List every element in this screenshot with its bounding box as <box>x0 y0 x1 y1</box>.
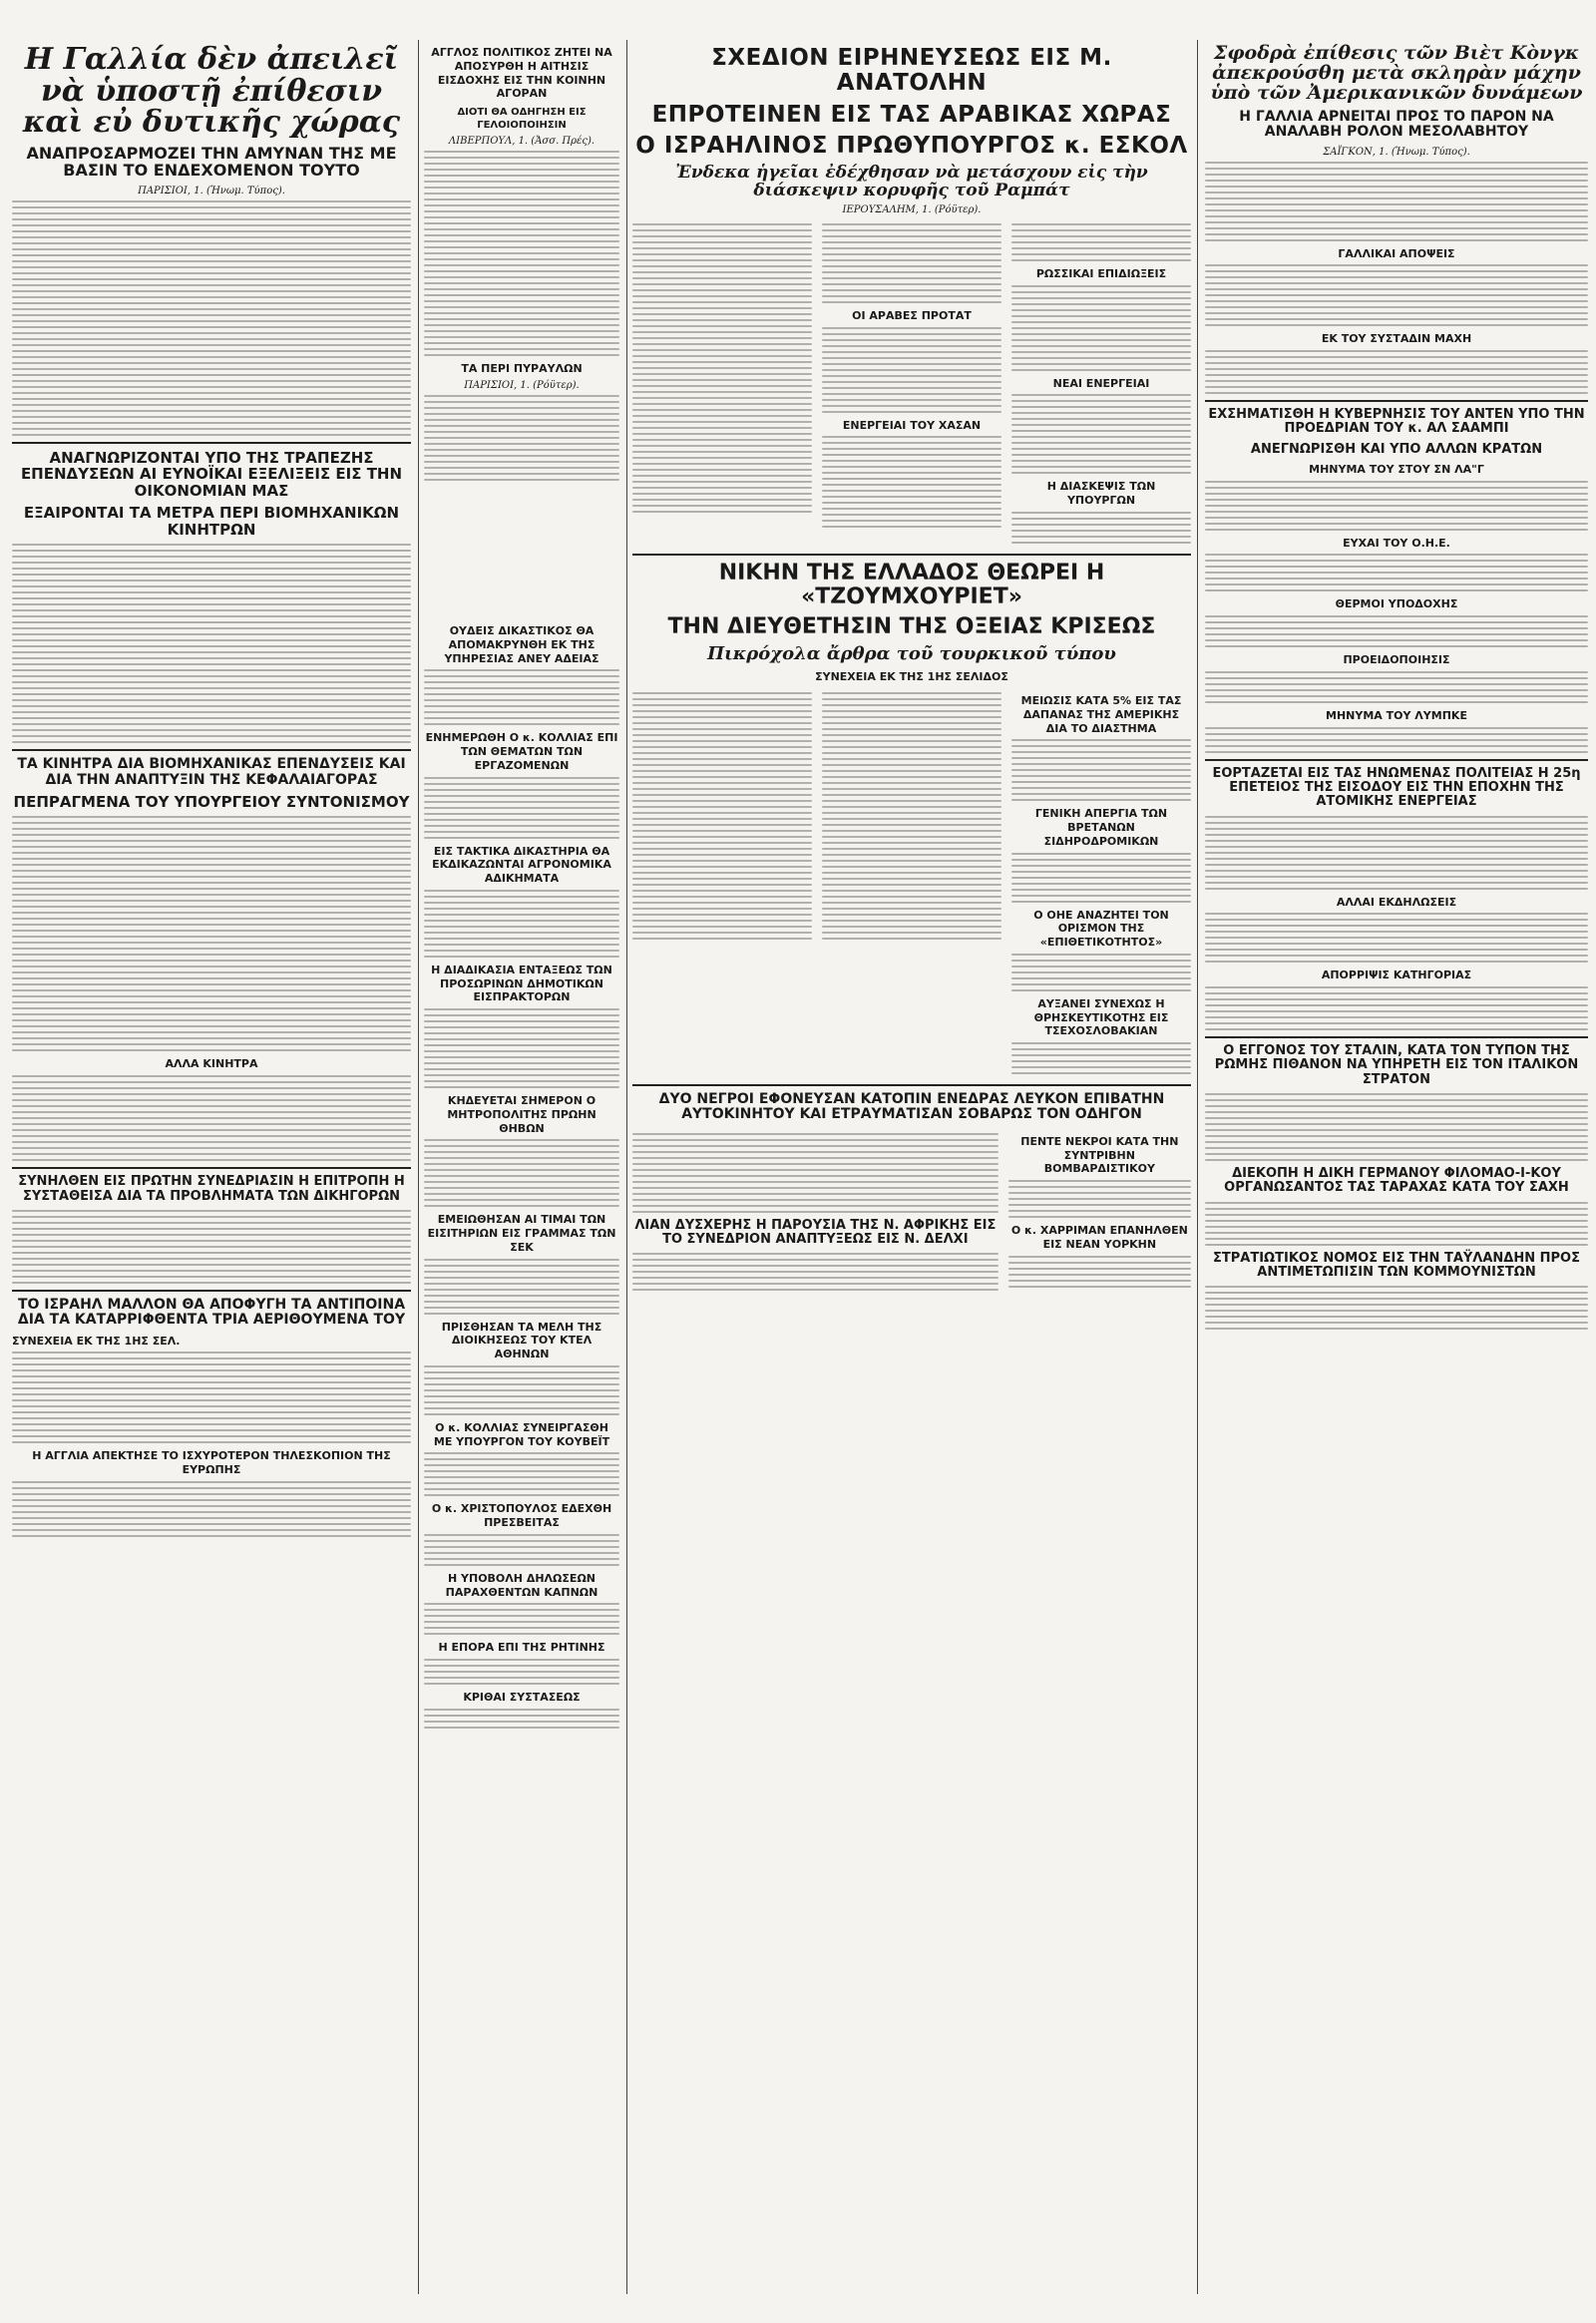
section-label: ΑΠΟΡΡΙΨΙΣ ΚΑΤΗΓΟΡΙΑΣ <box>1321 968 1472 982</box>
body-text <box>1205 1202 1588 1246</box>
continuation-label: ΣΥΝΕΧΕΙΑ ΕΚ ΤΗΣ 1ΗΣ ΣΕΛΙΔΟΣ <box>815 670 1008 684</box>
section-label: ΕΥΧΑΙ ΤΟΥ Ο.Η.Ε. <box>1343 536 1450 550</box>
headline: ΑΓΓΛΟΣ ΠΟΛΙΤΙΚΟΣ ΖΗΤΕΙ ΝΑ ΑΠΟΣΥΡΘΗ Η ΑΙΤΗΣΙΣ ΕΙΣΔΟΧΗΣ ΕΙΣ ΤΗΝ ΚΟΙΝΗΝ ΑΓΟΡΑΝ <box>431 46 612 101</box>
section-label: Η ΔΙΑΣΚΕΨΙΣ ΤΩΝ ΥΠΟΥΡΓΩΝ <box>1046 480 1156 508</box>
subheadline: ΑΝΑΠΡΟΣΑΡΜΟΖΕΙ ΤΗΝ ΑΜΥΝΑΝ ΤΗΣ ΜΕ ΒΑΣΙΝ ΤΟ ΕΝΔΕΧΟΜΕΝΟΝ ΤΟΥΤΟ <box>26 143 397 181</box>
body-text <box>632 223 812 513</box>
headline: ΤΟ ΙΣΡΑΗΛ ΜΑΛΛΟΝ ΘΑ ΑΠΟΦΥΓΗ ΤΑ ΑΝΤΙΠΟΙΝΑ ΔΙΑ ΤΑ ΚΑΤΑΡΡΙΦΘΕΝΤΑ ΤΡΙΑ ΑΕΡΙΘΟΥΜΕΝΑ ΤΟΥ <box>17 1296 406 1329</box>
body-text <box>12 1352 411 1443</box>
body-text <box>1011 853 1191 903</box>
headline: Ο κ. ΧΑΡΡΙΜΑΝ ΕΠΑΝΗΛΘΕΝ ΕΙΣ ΝΕΑΝ ΥΟΡΚΗΝ <box>1010 1224 1188 1251</box>
body-text <box>424 1008 619 1088</box>
headline: Η Γαλλία δὲν ἀπειλεῖ νὰ ὑποστῇ ἐπίθεσιν καὶ εὐ δυτικῆς χώρας <box>22 42 401 140</box>
body-text <box>1011 1042 1191 1074</box>
headline: ΛΙΑΝ ΔΥΣΧΕΡΗΣ Η ΠΑΡΟΥΣΙΑ ΤΗΣ Ν. ΑΦΡΙΚΗΣ ΕΙΣ ΤΟ ΣΥΝΕΔΡΙΟΝ ΑΝΑΠΤΥΞΕΩΣ ΕΙΣ Ν. ΔΕΛΧΙ <box>634 1217 997 1248</box>
headline: Η ΕΠΟΡΑ ΕΠΙ ΤΗΣ ΡΗΤΙΝΗΣ <box>438 1641 605 1655</box>
article-column <box>632 688 812 1078</box>
body-text <box>822 223 1001 303</box>
dateline: ΛΙΒΕΡΠΟΥΛ, 1. (Ἀσσ. Πρές). <box>448 136 596 147</box>
article-column <box>1011 219 1191 548</box>
headline: ΕΜΕΙΩΘΗΣΑΝ ΑΙ ΤΙΜΑΙ ΤΩΝ ΕΙΣΙΤΗΡΙΩΝ ΕΙΣ ΓΡΑΜΜΑΣ ΤΩΝ ΣΕΚ <box>427 1213 616 1254</box>
section-label: ΝΕΑΙ ΕΝΕΡΓΕΙΑΙ <box>1052 376 1150 390</box>
article-column <box>632 1129 998 1296</box>
headline: ΓΕΝΙΚΗ ΑΠΕΡΓΙΑ ΤΩΝ ΒΡΕΤΑΝΩΝ ΣΙΔΗΡΟΔΡΟΜΙΚΩΝ <box>1034 807 1168 848</box>
body-text <box>1205 1093 1588 1161</box>
body-text <box>1205 481 1588 531</box>
body-text <box>12 816 411 1051</box>
headline: ΜΕΙΩΣΙΣ ΚΑΤΑ 5% ΕΙΣ ΤΑΣ ΔΑΠΑΝΑΣ ΤΗΣ ΑΜΕΡΙΚΗΣ ΔΙΑ ΤΟ ΔΙΑΣΤΗΜΑ <box>1020 694 1182 735</box>
headline: Η ΔΙΑΔΙΚΑΣΙΑ ΕΝΤΑΞΕΩΣ ΤΩΝ ΠΡΟΣΩΡΙΝΩΝ ΔΗΜΟΤΙΚΩΝ ΕΙΣΠΡΑΚΤΟΡΩΝ <box>431 963 612 1004</box>
body-text <box>1205 264 1588 326</box>
column-rule <box>626 40 627 2294</box>
body-text <box>424 1534 619 1566</box>
headline: Ο κ. ΧΡΙΣΤΟΠΟΥΛΟΣ ΕΔΕΧΘΗ ΠΡΕΣΒΕΙΤΑΣ <box>431 1502 612 1529</box>
body-text <box>1011 394 1191 474</box>
headline: ΠΡΙΣΘΗΣΑΝ ΤΑ ΜΕΛΗ ΤΗΣ ΔΙΟΙΚΗΣΕΩΣ ΤΟΥ ΚΤΕΛ ΑΘΗΝΩΝ <box>441 1320 602 1360</box>
banner-subheadline: Ἐνδεκα ἡγεῖαι ἐδέχθησαν νὰ μετάσχουν εἰς τὴν διάσκεψιν κορυφῆς τοῦ Ραμπάτ <box>675 163 1148 201</box>
banner-subheadline: Πικρόχολα ἄρθρα τοῦ τουρκικοῦ τύπου <box>707 643 1116 665</box>
banner-headline: ΣΧΕΔΙΟΝ ΕΙΡΗΝΕΥΣΕΩΣ ΕΙΣ Μ. ΑΝΑΤΟΛΗΝ <box>711 45 1112 97</box>
column-second <box>424 40 619 638</box>
subheadline: Η ΓΑΛΛΙΑ ΑΡΝΕΙΤΑΙ ΠΡΟΣ ΤΟ ΠΑΡΟΝ ΝΑ ΑΝΑΛΑΒΗ ΡΟΛΟΝ ΜΕΣΟΛΑΒΗΤΟΥ <box>1239 108 1554 141</box>
headline: ΑΥΞΑΝΕΙ ΣΥΝΕΧΩΣ Η ΘΡΗΣΚΕΥΤΙΚΟΤΗΣ ΕΙΣ ΤΣΕΧΟΣΛΟΒΑΚΙΑΝ <box>1033 996 1169 1038</box>
body-text <box>12 1210 411 1284</box>
headline: ΤΑ ΚΙΝΗΤΡΑ ΔΙΑ ΒΙΟΜΗΧΑΝΙΚΑΣ ΕΠΕΝΔΥΣΕΙΣ ΚΑΙ ΔΙΑ ΤΗΝ ΑΝΑΠΤΥΞΙΝ ΤΗΣ ΚΕΦΑΛΑΙΑΓΟΡΑΣ <box>17 756 406 788</box>
body-text <box>1011 954 1191 991</box>
subheadline: ΔΙΟΤΙ ΘΑ ΟΔΗΓΗΣΗ ΕΙΣ ΓΕΛΟΙΟΠΟΙΗΣΙΝ <box>457 107 587 131</box>
headline: ΔΙΕΚΟΠΗ Η ΔΙΚΗ ΓΕΡΜΑΝΟΥ ΦΙΛΟΜΑΟ-Ι-ΚΟΥ ΟΡΓΑΝΩΣΑΝΤΟΣ ΤΑΣ ΤΑΡΑΧΑΣ ΚΑΤΑ ΤΟΥ ΣΑΧΗ <box>1224 1166 1569 1196</box>
headline: ΔΥΟ ΝΕΓΡΟΙ ΕΦΟΝΕΥΣΑΝ ΚΑΤΟΠΙΝ ΕΝΕΔΡΑΣ ΛΕΥΚΟΝ ΕΠΙΒΑΤΗΝ ΑΥΤΟΚΙΝΗΤΟΥ ΚΑΙ ΕΤΡΑΥΜΑΤΙΣΑΝ ΣΟΒΑΡΩΣ ΤΟΝ ΟΔΗΓΟΝ <box>658 1091 1165 1123</box>
dateline: ΙΕΡΟΥΣΑΛΗΜ, 1. (Ρόϋτερ). <box>842 203 982 215</box>
article-column <box>1011 688 1191 1078</box>
body-text <box>424 395 619 481</box>
dateline: ΠΑΡΙΣΙΟΙ, 1. (Ἡνωμ. Τύπος). <box>138 185 285 196</box>
body-text <box>424 1659 619 1685</box>
section-label: ΜΗΝΥΜΑ ΤΟΥ ΛΥΜΠΚΕ <box>1326 708 1467 722</box>
article-grid <box>632 688 1191 1078</box>
body-text <box>1205 816 1588 890</box>
body-text <box>12 1481 411 1537</box>
body-text <box>1205 162 1588 241</box>
headline: Ο κ. ΚΟΛΛΙΑΣ ΣΥΝΕΙΡΓΑΣΘΗ ΜΕ ΥΠΟΥΡΓΟΝ ΤΟΥ ΚΟΥΒΕΪΤ <box>433 1420 610 1448</box>
section-label: ΑΛΛΑΙ ΕΚΔΗΛΩΣΕΙΣ <box>1336 895 1457 909</box>
body-text <box>424 151 619 356</box>
headline: ΚΗΔΕΥΕΤΑΙ ΣΗΜΕΡΟΝ Ο ΜΗΤΡΟΠΟΛΙΤΗΣ ΠΡΩΗΝ ΘΗΒΩΝ <box>447 1094 597 1135</box>
column-left <box>12 40 411 2304</box>
subheadline: ΕΞΑΙΡΟΝΤΑΙ ΤΑ ΜΕΤΡΑ ΠΕΡΙ ΒΙΟΜΗΧΑΝΙΚΩΝ ΚΙΝΗΤΡΩΝ <box>23 504 400 539</box>
article-column <box>1008 1129 1191 1296</box>
body-text <box>1205 671 1588 703</box>
body-text <box>424 1452 619 1496</box>
column-third <box>424 618 619 2304</box>
headline: Η ΥΠΟΒΟΛΗ ΔΗΛΩΣΕΩΝ ΠΑΡΑΧΘΕΝΤΩΝ ΚΑΠΝΩΝ <box>445 1571 598 1599</box>
body-text <box>424 669 619 725</box>
section-label: ΕΚ ΤΟΥ ΣΥΣΤΑΔΙΝ ΜΑΧΗ <box>1321 332 1472 346</box>
headline: ΑΝΑΓΝΩΡΙΖΟΝΤΑΙ ΥΠΟ ΤΗΣ ΤΡΑΠΕΖΗΣ ΕΠΕΝΔΥΣΕΩΝ ΑΙ ΕΥΝΟΪΚΑΙ ΕΞΕΛΙΞΕΙΣ ΕΙΣ ΤΗΝ ΟΙΚΟΝΟΜΙΑΝ ΜΑΣ <box>20 448 403 500</box>
article-grid <box>632 1129 1191 1296</box>
body-text <box>1205 554 1588 591</box>
column-rule <box>1197 40 1198 2294</box>
body-text <box>1011 739 1191 801</box>
column-rule <box>418 40 419 2294</box>
headline: Σφοδρὰ ἐπίθεσις τῶν Βιὲτ Κὸνγκ ἀπεκρούσθη μετὰ σκληρὰν μάχην ὑπὸ τῶν Ἀμερικανικῶν δυνάμεων <box>1210 42 1583 104</box>
body-text <box>1205 350 1588 394</box>
body-text <box>822 692 1001 940</box>
headline: Ο ΕΓΓΟΝΟΣ ΤΟΥ ΣΤΑΛΙΝ, ΚΑΤΑ ΤΟΝ ΤΥΠΟΝ ΤΗΣ ΡΩΜΗΣ ΠΙΘΑΝΟΝ ΝΑ ΥΠΗΡΕΤΗ ΕΙΣ ΤΟΝ ΙΤΑΛΙΚΟΝ ΣΤΡΑΤΟΝ <box>1214 1043 1579 1087</box>
body-text <box>12 1075 411 1161</box>
headline: ΕΙΣ ΤΑΚΤΙΚΑ ΔΙΚΑΣΤΗΡΙΑ ΘΑ ΕΚΔΙΚΑΖΩΝΤΑΙ ΑΓΡΟΝΟΜΙΚΑ ΑΔΙΚΗΜΑΤΑ <box>432 844 611 885</box>
section-label: ΤΑ ΠΕΡΙ ΠΥΡΑΥΛΩΝ <box>461 362 583 375</box>
continuation-label: ΣΥΝΕΧΕΙΑ ΕΚ ΤΗΣ 1ΗΣ ΣΕΛ. <box>12 1334 181 1348</box>
body-text <box>632 1133 998 1213</box>
headline: ΕΧΣΗΜΑΤΙΣΘΗ Η ΚΥΒΕΡΝΗΣΙΣ ΤΟΥ ΑΝΤΕΝ ΥΠΟ ΤΗΝ ΠΡΟΕΔΡΙΑΝ ΤΟΥ κ. ΑΛ ΣΑΑΜΠΙ <box>1208 407 1585 437</box>
headline: Ο ΟΗΕ ΑΝΑΖΗΤΕΙ ΤΟΝ ΟΡΙΣΜΟΝ ΤΗΣ «ΕΠΙΘΕΤΙΚΟΤΗΤΟΣ» <box>1033 908 1169 950</box>
body-text <box>424 1139 619 1207</box>
dateline: ΣΑΪΓΚΟΝ, 1. (Ἡνωμ. Τύπος). <box>1323 146 1470 158</box>
body-text <box>1008 1180 1191 1218</box>
body-text <box>1205 986 1588 1030</box>
subheadline: ΑΝΕΓΝΩΡΙΣΘΗ ΚΑΙ ΥΠΟ ΑΛΛΩΝ ΚΡΑΤΩΝ <box>1250 441 1543 457</box>
article-column <box>632 219 812 548</box>
headline: ΠΕΝΤΕ ΝΕΚΡΟΙ ΚΑΤΑ ΤΗΝ ΣΥΝΤΡΙΒΗΝ ΒΟΜΒΑΡΔΙΣΤΙΚΟΥ <box>1020 1134 1179 1176</box>
body-text <box>1011 223 1191 261</box>
headline: ΚΡΙΘΑΙ ΣΥΣΤΑΣΕΩΣ <box>463 1691 581 1704</box>
column-center <box>632 40 1191 2304</box>
body-text <box>1205 913 1588 963</box>
section-label: ΜΗΝΥΜΑ ΤΟΥ ΣΤΟΥ ΣΝ ΛΑ"Γ <box>1309 462 1484 476</box>
headline: ΣΤΡΑΤΙΩΤΙΚΟΣ ΝΟΜΟΣ ΕΙΣ ΤΗΝ ΤΑΫΛΑΝΔΗΝ ΠΡΟΣ ΑΝΤΙΜΕΤΩΠΙΣΙΝ ΤΩΝ ΚΟΜΜΟΥΝΙΣΤΩΝ <box>1213 1250 1580 1280</box>
headline: ΣΥΝΗΛΘΕΝ ΕΙΣ ΠΡΩΤΗΝ ΣΥΝΕΔΡΙΑΣΙΝ Η ΕΠΙΤΡΟΠΗ Η ΣΥΣΤΑΘΕΙΣΑ ΔΙΑ ΤΑ ΠΡΟΒΛΗΜΑΤΑ ΤΩΝ ΔΙΚΗΓΟΡΩΝ <box>18 1174 405 1204</box>
body-text <box>424 890 619 958</box>
article-grid <box>632 219 1191 548</box>
section-label: ΘΕΡΜΟΙ ΥΠΟΔΟΧΗΣ <box>1335 597 1458 611</box>
body-text <box>1011 512 1191 544</box>
section-label: ΟΙ ΑΡΑΒΕΣ ΠΡΟΤΑΤ <box>852 308 972 322</box>
headline: ΕΝΗΜΕΡΩΘΗ Ο κ. ΚΟΛΛΙΑΣ ΕΠΙ ΤΩΝ ΘΕΜΑΤΩΝ ΤΩΝ ΕΡΓΑΖΟΜΕΝΩΝ <box>425 731 618 772</box>
dateline: ΠΑΡΙΣΙΟΙ, 1. (Ρόϋτερ). <box>464 379 580 391</box>
body-text <box>632 1253 998 1291</box>
body-text <box>1011 285 1191 371</box>
subheadline: ΠΕΠΡΑΓΜΕΝΑ ΤΟΥ ΥΠΟΥΡΓΕΙΟΥ ΣΥΝΤΟΝΙΣΜΟΥ <box>13 792 410 811</box>
body-text <box>1008 1256 1191 1288</box>
banner-headline: ΕΠΡΟΤΕΙΝΕΝ ΕΙΣ ΤΑΣ ΑΡΑΒΙΚΑΣ ΧΩΡΑΣ <box>651 101 1172 128</box>
body-text <box>424 1365 619 1415</box>
section-label: ΡΩΣΣΙΚΑΙ ΕΠΙΔΙΩΞΕΙΣ <box>1035 266 1167 280</box>
section-label: ΑΛΛΑ ΚΙΝΗΤΡΑ <box>165 1057 258 1071</box>
body-text <box>424 777 619 839</box>
article-column <box>822 219 1001 548</box>
headline: Η ΑΓΓΛΙΑ ΑΠΕΚΤΗΣΕ ΤΟ ΙΣΧΥΡΟΤΕΡΟΝ ΤΗΛΕΣΚΟΠΙΟΝ ΤΗΣ ΕΥΡΩΠΗΣ <box>32 1449 391 1477</box>
headline: ΟΥΔΕΙΣ ΔΙΚΑΣΤΙΚΟΣ ΘΑ ΑΠΟΜΑΚΡΥΝΘΗ ΕΚ ΤΗΣ ΥΠΗΡΕΣΙΑΣ ΑΝΕΥ ΑΔΕΙΑΣ <box>444 624 599 665</box>
section-label: ΓΑΛΛΙΚΑΙ ΑΠΟΨΕΙΣ <box>1338 246 1455 260</box>
body-text <box>1205 1286 1588 1330</box>
body-text <box>1205 727 1588 753</box>
banner-headline: Ο ΙΣΡΑΗΛΙΝΟΣ ΠΡΩΘΥΠΟΥΡΓΟΣ κ. ΕΣΚΟΛ <box>635 132 1188 159</box>
headline: ΕΟΡΤΑΖΕΤΑΙ ΕΙΣ ΤΑΣ ΗΝΩΜΕΝΑΣ ΠΟΛΙΤΕΙΑΣ Η 25η ΕΠΕΤΕΙΟΣ ΤΗΣ ΕΙΣΟΔΟΥ ΕΙΣ ΤΗΝ ΕΠΟΧΗΝ ΤΗΣ ΑΤΟΜΙΚΗΣ ΕΝΕΡΓΕΙΑΣ <box>1212 765 1581 810</box>
banner-headline: ΝΙΚΗΝ ΤΗΣ ΕΛΛΑΔΟΣ ΘΕΩΡΕΙ Η «ΤΖΟΥΜΧΟΥΡΙΕΤ» <box>718 560 1105 610</box>
body-text <box>12 200 411 436</box>
article-column <box>822 688 1001 1078</box>
body-text <box>424 1603 619 1635</box>
body-text <box>424 1709 619 1729</box>
body-text <box>12 544 411 743</box>
section-label: ΕΝΕΡΓΕΙΑΙ ΤΟΥ ΧΑΣΑΝ <box>842 418 982 432</box>
body-text <box>632 692 812 940</box>
body-text <box>1205 615 1588 647</box>
body-text <box>822 327 1001 413</box>
body-text <box>424 1259 619 1315</box>
column-right <box>1205 40 1588 2304</box>
section-label: ΠΡΟΕΙΔΟΠΟΙΗΣΙΣ <box>1343 653 1450 667</box>
banner-headline: ΤΗΝ ΔΙΕΥΘΕΤΗΣΙΝ ΤΗΣ ΟΞΕΙΑΣ ΚΡΙΣΕΩΣ <box>667 614 1156 640</box>
body-text <box>822 436 1001 528</box>
